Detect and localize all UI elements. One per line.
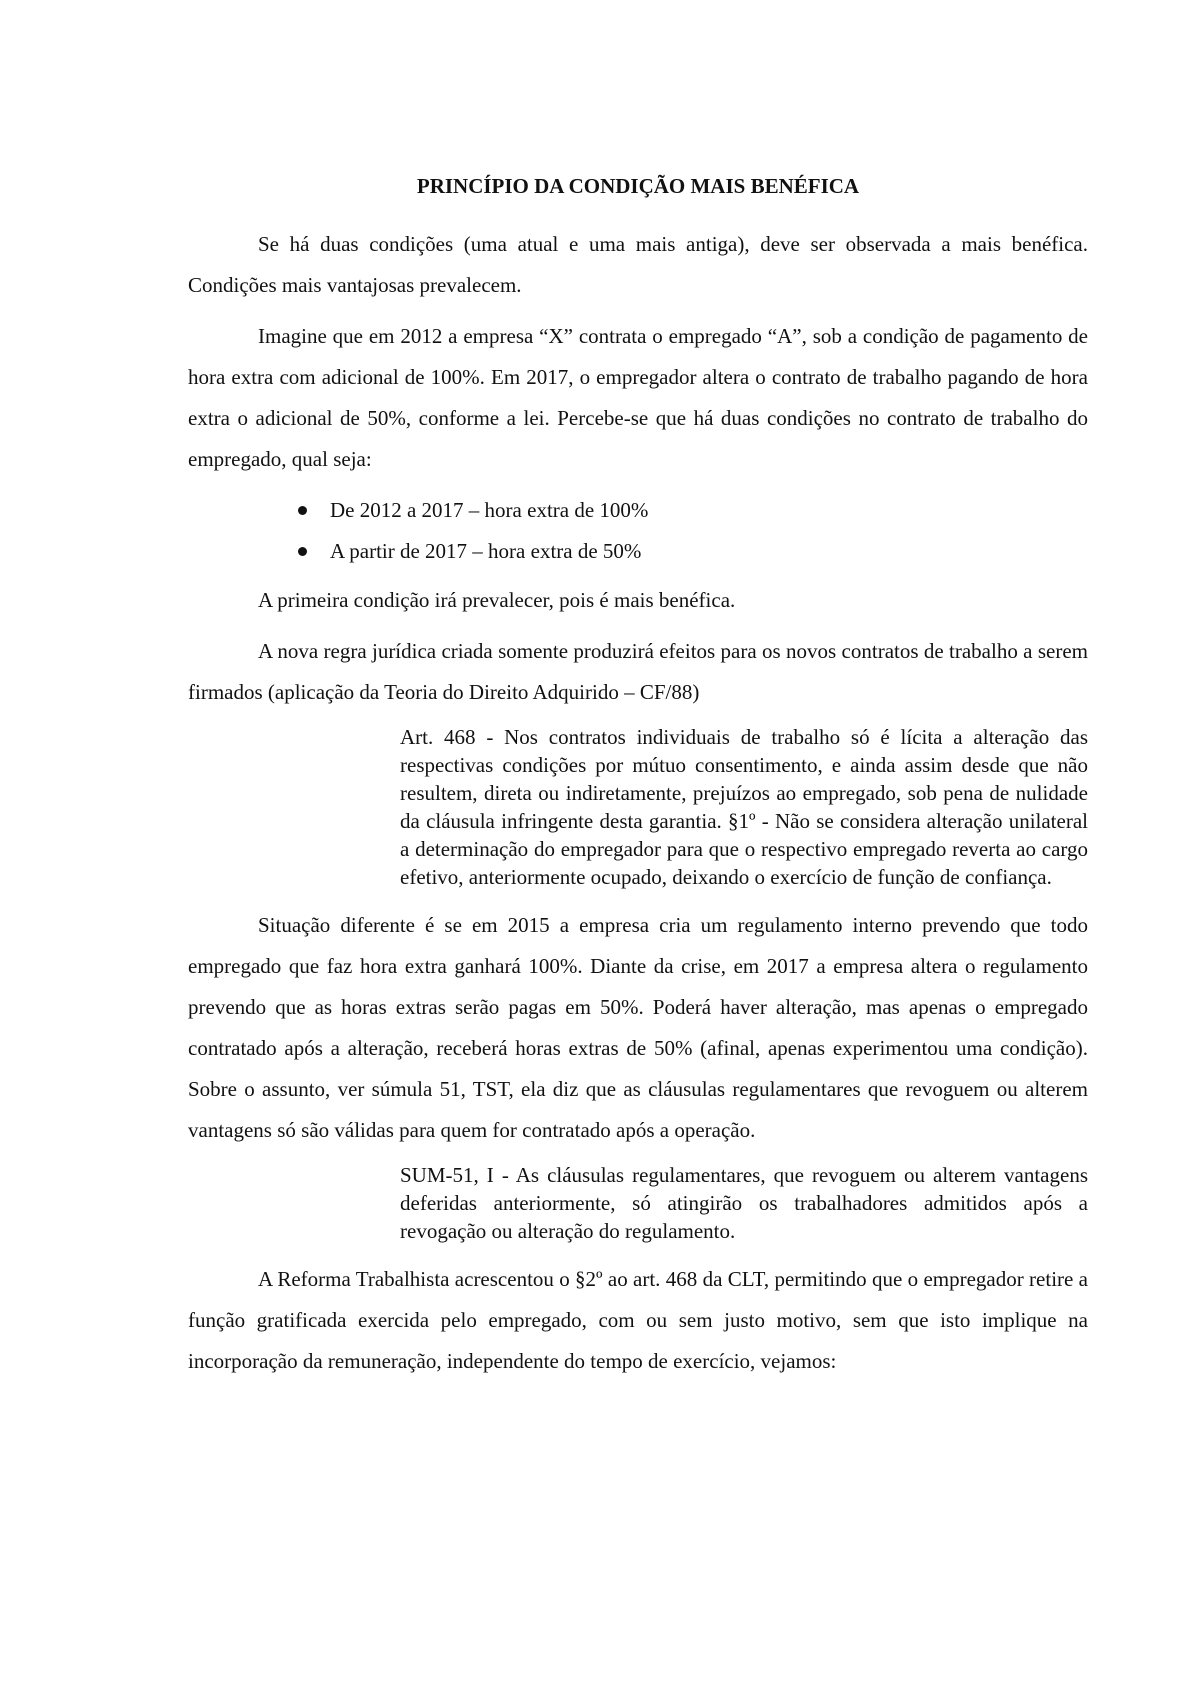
- conditions-list: [188, 490, 1088, 572]
- bullet-icon: [298, 547, 307, 556]
- quote-art-468: Art. 468 - Nos contratos individuais de trabalho só é lícita a alteração das respectivas condições por mútuo consentimento, e ainda assim desde que não resultem, direta ou indiretamente, prejuízos ao empregado, sob pena de nulidade da cláusula infringente desta garantia. §1º - Não se considera alteração unilateral a determinação do empregador para que o respectivo empregado reverta ao cargo efetivo, anteriormente ocupado, deixando o exercício de função de confiança.: [400, 725, 1088, 889]
- list-item: [298, 490, 1088, 531]
- bullet-icon: [298, 506, 307, 515]
- list-item-text: A partir de 2017 – hora extra de 50%: [330, 539, 642, 563]
- list-item-text: De 2012 a 2017 – hora extra de 100%: [330, 498, 649, 522]
- document-title: PRINCÍPIO DA CONDIÇÃO MAIS BENÉFICA: [416, 174, 860, 198]
- list-item: [298, 531, 1088, 572]
- paragraph-different-situation: Situação diferente é se em 2015 a empresa cria um regulamento interno prevendo que todo empregado que faz hora extra ganhará 100%. Diante da crise, em 2017 a empresa altera o regulamento prevendo que as horas extras serão pagas em 50%. Poderá haver alteração, mas apenas o empregado contratado após a alteração, receberá horas extras de 50% (afinal, apenas experimentou uma condição). Sobre o assunto, ver súmula 51, TST, ela diz que as cláusulas regulamentares que revoguem ou alterem vantagens só são válidas para quem for contratado após a operação.: [188, 913, 1088, 1142]
- paragraph-intro: Se há duas condições (uma atual e uma mais antiga), deve ser observada a mais benéfica. Condições mais vantajosas prevalecem.: [188, 232, 1088, 297]
- document-body: [188, 170, 1088, 1392]
- paragraph-new-rule: A nova regra jurídica criada somente produzirá efeitos para os novos contratos de trabalho a serem firmados (aplicação da Teoria do Direito Adquirido – CF/88): [188, 639, 1088, 704]
- paragraph-example: Imagine que em 2012 a empresa “X” contrata o empregado “A”, sob a condição de pagamento de hora extra com adicional de 100%. Em 2017, o empregador altera o contrato de trabalho pagando de hora extra o adicional de 50%, conforme a lei. Percebe-se que há duas condições no contrato de trabalho do empregado, qual seja:: [188, 324, 1088, 471]
- quote-sum-51: SUM-51, I - As cláusulas regulamentares, que revoguem ou alterem vantagens deferidas anteriormente, só atingirão os trabalhadores admitidos após a revogação ou alteração do regulamento.: [400, 1163, 1088, 1243]
- paragraph-conclusion: A primeira condição irá prevalecer, pois é mais benéfica.: [258, 588, 736, 612]
- paragraph-reform: A Reforma Trabalhista acrescentou o §2º ao art. 468 da CLT, permitindo que o empregador retire a função gratificada exercida pelo empregado, com ou sem justo motivo, sem que isto implique na incorporação da remuneração, independente do tempo de exercício, vejamos:: [188, 1267, 1088, 1373]
